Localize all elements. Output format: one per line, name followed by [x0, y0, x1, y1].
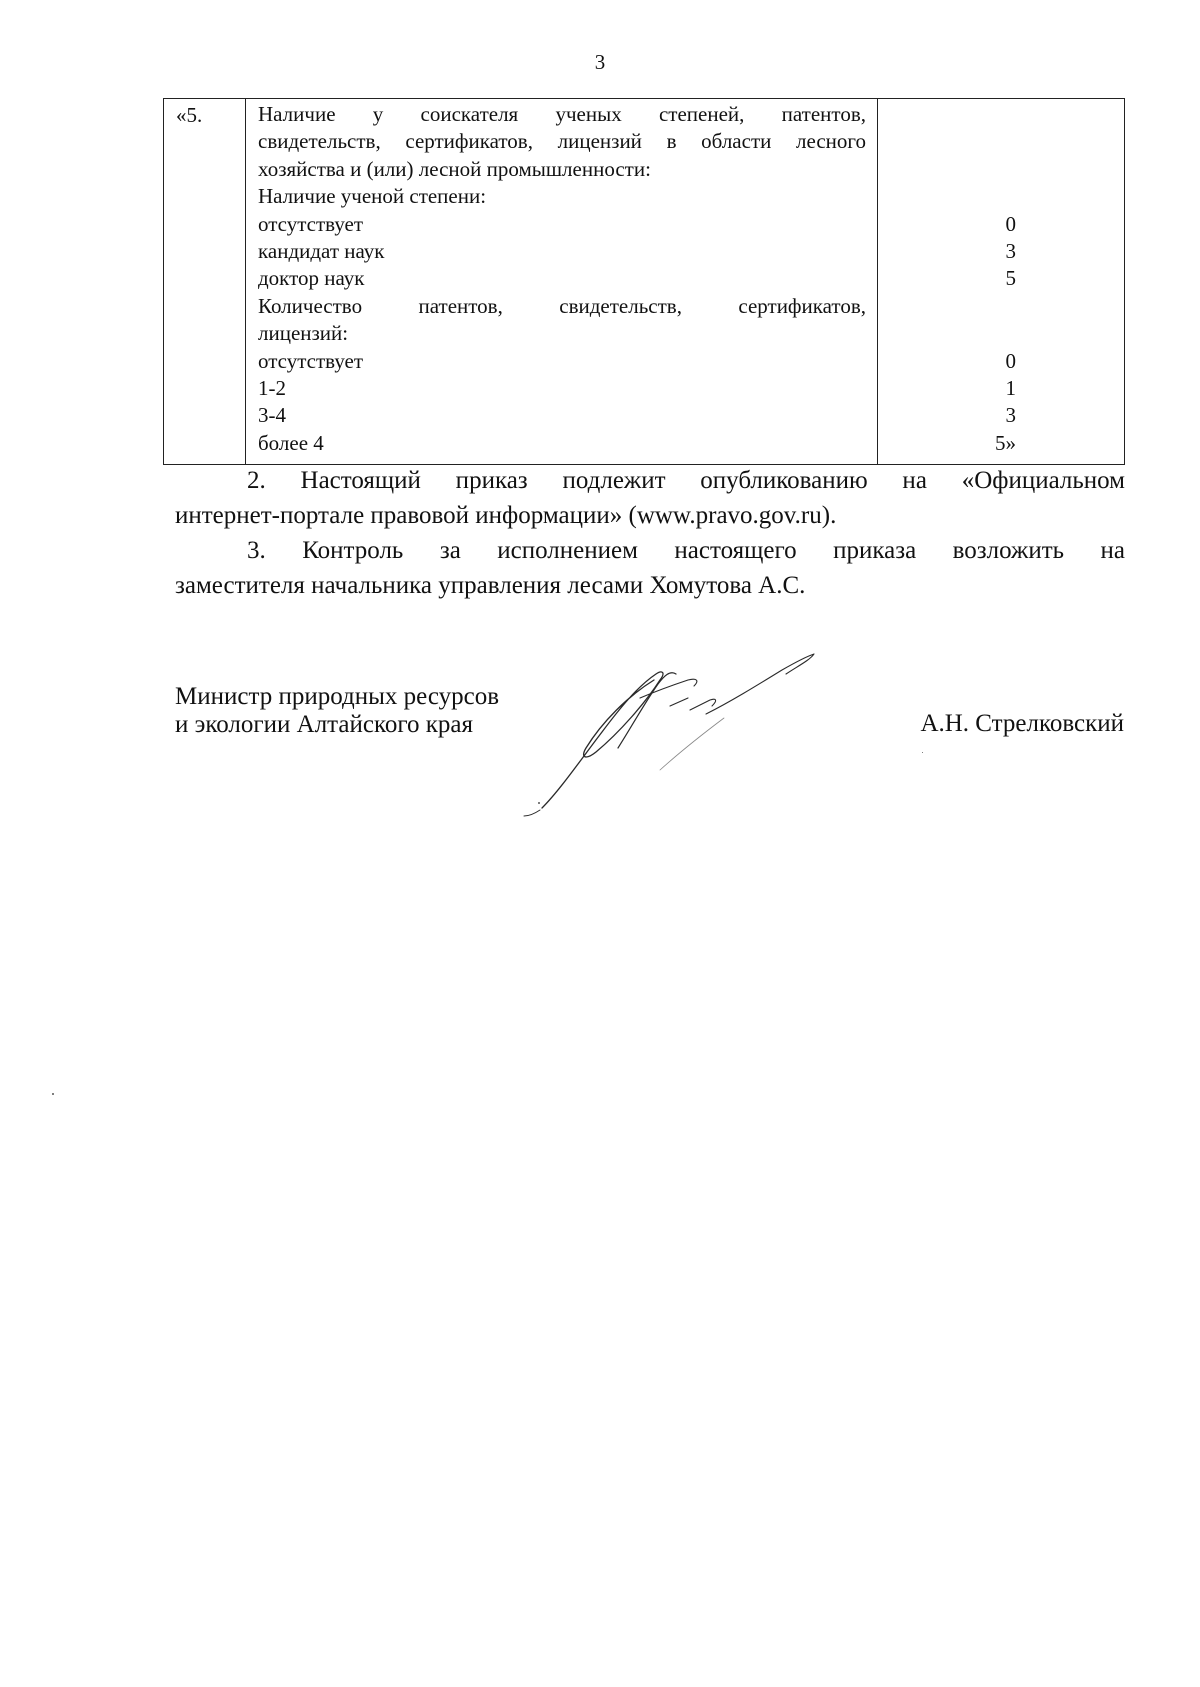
table-description-line: Количество патентов, свидетельств, сертификатов, [258, 293, 866, 318]
handwritten-signature [520, 640, 880, 830]
paragraph-line: интернет-портале правовой информации» (www.pravo.gov.ru). [175, 502, 837, 529]
table-description-line: 1-2 [258, 375, 286, 400]
table-description-line: свидетельств, сертификатов, лицензий в области лесного [258, 129, 866, 154]
table-description-line: лицензий: [258, 321, 349, 346]
table-score-line [878, 101, 1124, 128]
table-description-cell [246, 99, 878, 464]
table-description-line: отсутствует [258, 211, 364, 236]
table-description-line: Наличие ученой степени: [258, 184, 487, 209]
table-description-line: доктор наук [258, 266, 365, 291]
page-number: 3 [594, 50, 606, 74]
table-score-line: 5 [1005, 266, 1016, 291]
table-description-line: Наличие у соискателя ученых степеней, патентов, [258, 102, 866, 126]
scan-speck [52, 1093, 54, 1095]
table-score-line: 5» [995, 430, 1016, 455]
table-score-line [878, 320, 1124, 347]
paragraph-publication [175, 463, 1125, 533]
table-score-line [878, 128, 1124, 155]
scan-speck [922, 752, 923, 753]
paragraph-line: заместителя начальника управления лесами Хомутова А.С. [175, 572, 806, 599]
table-score-line: 0 [1005, 211, 1016, 236]
table-score-cell [878, 99, 1124, 466]
table-row-number: «5. [164, 99, 246, 464]
table-description-line: хозяйства и (или) лесной промышленности: [258, 156, 651, 181]
table-score-line: 3 [1005, 403, 1016, 428]
table-description-line: 3-4 [258, 403, 286, 428]
criteria-table [163, 98, 1125, 465]
paragraph-line: 3. Контроль за исполнением настоящего приказа возложить на [247, 537, 1125, 564]
table-description-line: более 4 [258, 430, 324, 455]
table-score-line: 1 [1005, 375, 1016, 400]
table-score-line: 0 [1005, 348, 1016, 373]
signer-position-line: Министр природных ресурсов [175, 683, 500, 710]
paragraph-control [175, 533, 1125, 603]
table-score-line [878, 156, 1124, 183]
signer-position-line: и экологии Алтайского края [175, 711, 473, 738]
table-description-line: кандидат наук [258, 238, 385, 263]
scan-speck [538, 802, 540, 804]
signer-name: А.Н. Стрелковский [920, 710, 1124, 737]
paragraph-line: 2. Настоящий приказ подлежит опубликованию на «Официальном [247, 467, 1125, 494]
table-score-line [878, 183, 1124, 210]
table-score-line [878, 293, 1124, 320]
table-description-line: отсутствует [258, 348, 364, 373]
signer-position [175, 683, 499, 739]
table-score-line: 3 [1005, 238, 1016, 263]
